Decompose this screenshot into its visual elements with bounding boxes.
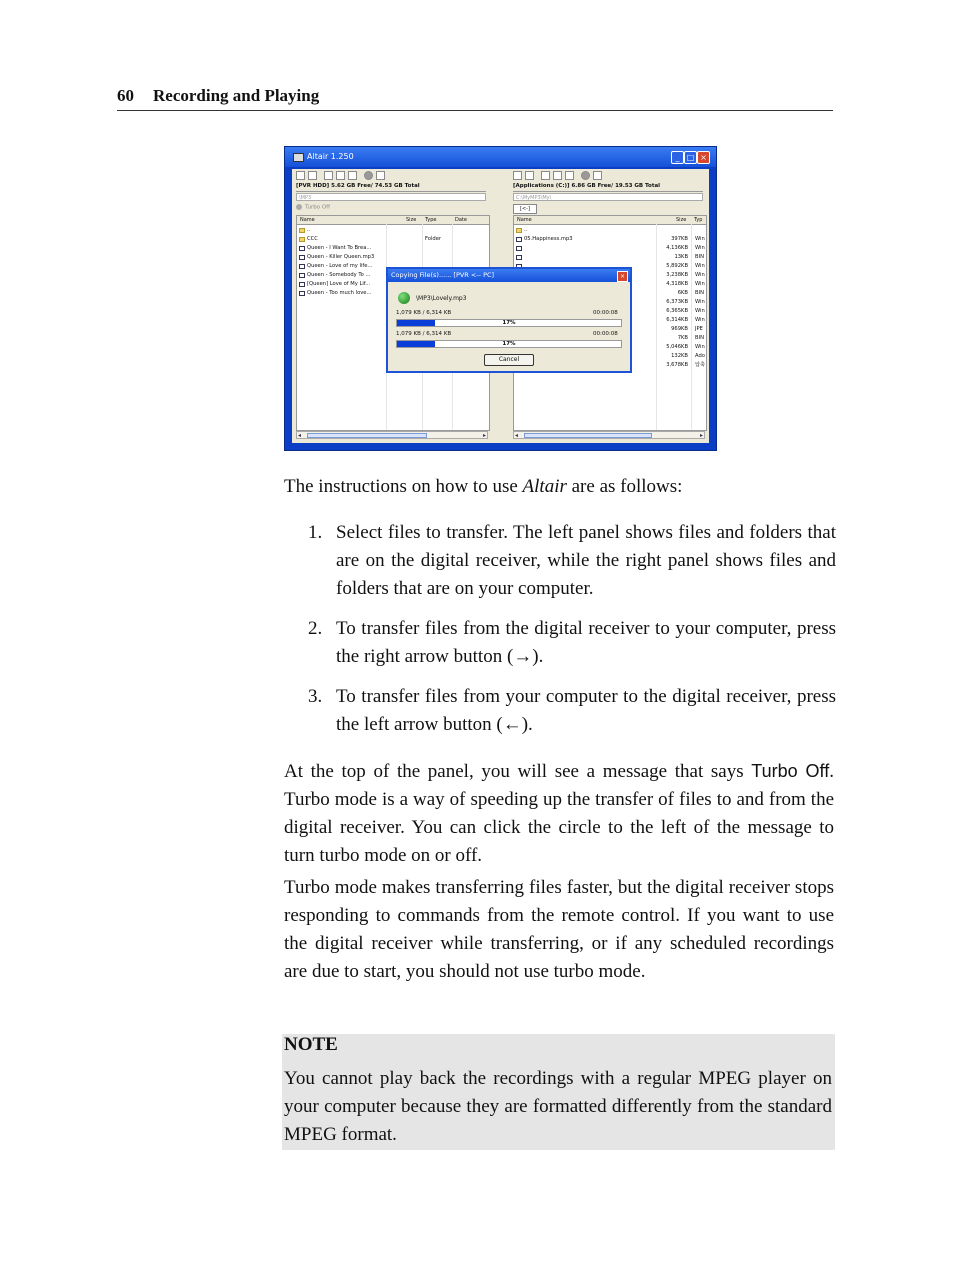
file-icon <box>299 273 305 278</box>
delete-icon[interactable] <box>581 171 590 180</box>
progress-text: 1,079 KB / 6,314 KB <box>396 310 452 316</box>
toolbar-button-icon[interactable] <box>553 171 562 180</box>
close-icon[interactable]: × <box>697 151 710 164</box>
col-size[interactable]: Size <box>406 217 417 223</box>
file-type: BIN <box>695 335 704 341</box>
toolbar-button-icon[interactable] <box>593 171 602 180</box>
toolbar-button-icon[interactable] <box>565 171 574 180</box>
file-size: 5,046KB <box>666 344 688 350</box>
turbo-toggle[interactable] <box>296 204 330 211</box>
file-size: 7KB <box>677 335 688 341</box>
turbo-label: Turbo Off <box>305 204 330 211</box>
col-date[interactable]: Date <box>455 217 467 223</box>
transfer-globe-icon <box>398 292 410 304</box>
step-text: Select files to transfer. The left panel shows files and folders that are on the digital receiver, while the right panel shows files and folders that are on your computer. <box>336 522 836 599</box>
minimize-icon[interactable]: _ <box>671 151 684 164</box>
file-icon <box>299 255 305 260</box>
col-name[interactable]: Name <box>300 217 315 223</box>
file-type: Win <box>695 299 705 305</box>
copying-file-name: \MP3\Lovely.mp3 <box>416 295 467 302</box>
pc-drive-info: [Applications (C:)] 6.86 GB Free/ 19.53 GB Total <box>513 183 661 189</box>
file-size: 13KB <box>674 254 688 260</box>
column-header <box>514 216 706 225</box>
folder-icon <box>516 228 522 233</box>
file-type: Win <box>695 308 705 314</box>
table-row[interactable] <box>297 253 489 262</box>
toolbar-button-icon[interactable] <box>376 171 385 180</box>
file-icon <box>299 264 305 269</box>
progress-time: 00:00:08 <box>593 310 618 316</box>
col-type[interactable]: Typ <box>694 217 703 223</box>
table-row[interactable] <box>297 235 489 244</box>
file-name: Queen - I Want To Brea... <box>307 245 372 251</box>
folder-icon <box>299 237 305 242</box>
file-type: Ado <box>695 353 705 359</box>
file-name: Queen - Love of my life... <box>307 263 373 269</box>
file-size: 132KB <box>671 353 688 359</box>
divider <box>513 191 703 192</box>
file-type: Win <box>695 263 705 269</box>
col-type[interactable]: Type <box>425 217 437 223</box>
table-row[interactable] <box>297 226 489 235</box>
dialog-close-icon[interactable]: × <box>617 271 628 282</box>
progress-text: 1,079 KB / 6,314 KB <box>396 331 452 337</box>
column-header <box>297 216 489 225</box>
file-icon <box>516 246 522 251</box>
step-number: 3. <box>308 686 323 707</box>
intro-paragraph: The instructions on how to use Altair are as follows: <box>284 476 683 497</box>
file-size: 4,136KB <box>666 245 688 251</box>
step-number: 1. <box>308 522 323 543</box>
file-size: 3,678KB <box>666 362 688 368</box>
file-type: Win <box>695 281 705 287</box>
toolbar-button-icon[interactable] <box>541 171 550 180</box>
file-icon <box>299 246 305 251</box>
scroll-thumb[interactable] <box>524 433 652 438</box>
parent-folder-button[interactable]: [<-] <box>513 204 537 214</box>
file-type: 압축 <box>695 362 706 368</box>
pvr-toolbar <box>294 171 491 181</box>
file-size: 5,892KB <box>666 263 688 269</box>
file-type: BIN <box>695 254 704 260</box>
file-name: CCC <box>307 236 318 242</box>
window-title: Altair 1.250 <box>307 152 354 161</box>
window-titlebar <box>285 147 716 167</box>
file-size: 4,318KB <box>666 281 688 287</box>
file-icon <box>299 291 305 296</box>
pc-path-field[interactable]: C:\MyMP3\My\ <box>513 193 703 201</box>
toolbar-button-icon[interactable] <box>336 171 345 180</box>
file-size: 397KB <box>671 236 688 242</box>
progress-bar <box>396 319 622 327</box>
app-icon <box>293 153 304 162</box>
page-number: 60 <box>117 86 134 105</box>
file-size: 6,314KB <box>666 317 688 323</box>
divider <box>296 191 486 192</box>
copy-dialog <box>386 267 632 373</box>
scroll-thumb[interactable] <box>307 433 427 438</box>
file-size: 6,365KB <box>666 308 688 314</box>
file-name: 05.Happiness.mp3 <box>524 236 573 242</box>
file-type: Win <box>695 317 705 323</box>
toolbar-button-icon[interactable] <box>308 171 317 180</box>
file-type: Folder <box>425 236 442 242</box>
horizontal-scrollbar[interactable] <box>296 431 488 439</box>
toolbar-button-icon[interactable] <box>348 171 357 180</box>
scroll-left-icon[interactable]: ◂ <box>298 432 302 439</box>
table-row[interactable] <box>514 235 706 244</box>
folder-icon <box>299 228 305 233</box>
pc-toolbar <box>511 171 708 181</box>
file-name: .. <box>307 227 311 233</box>
file-icon <box>516 255 522 260</box>
progress-bar <box>396 340 622 348</box>
file-name: .. <box>524 227 528 233</box>
dialog-title: Copying File(s)...... [PVR <-- PC] <box>391 271 495 279</box>
progress-time: 00:00:08 <box>593 331 618 337</box>
file-size: 6KB <box>677 290 688 296</box>
step-text: To transfer files from your computer to the digital receiver, press the left arrow button (←). <box>336 686 836 735</box>
col-size[interactable]: Size <box>676 217 687 223</box>
scroll-left-icon[interactable]: ◂ <box>515 432 519 439</box>
table-row[interactable] <box>514 253 706 262</box>
col-name[interactable]: Name <box>517 217 532 223</box>
page-header <box>117 86 833 111</box>
altair-screenshot <box>284 146 717 451</box>
dialog-titlebar <box>388 269 630 282</box>
toolbar-button-icon[interactable] <box>324 171 333 180</box>
scroll-right-icon[interactable]: ▸ <box>699 432 703 439</box>
file-type: Win <box>695 236 705 242</box>
note-title: NOTE <box>284 1034 338 1055</box>
file-icon <box>299 282 305 287</box>
file-size: 6,373KB <box>666 299 688 305</box>
maximize-icon[interactable]: □ <box>684 151 697 164</box>
progress-percent: 17% <box>502 341 516 347</box>
file-size: 969KB <box>671 326 688 332</box>
scroll-right-icon[interactable]: ▸ <box>482 432 486 439</box>
delete-icon[interactable] <box>364 171 373 180</box>
file-name: Queen - Somebody To ... <box>307 272 371 278</box>
note-box <box>282 1034 835 1150</box>
window-client <box>292 169 709 443</box>
pvr-path-field[interactable]: \MP3 <box>296 193 486 201</box>
turbo-circle-icon[interactable] <box>296 204 302 210</box>
cancel-button[interactable]: Cancel <box>484 354 534 366</box>
table-row[interactable] <box>297 244 489 253</box>
file-size: 3,238KB <box>666 272 688 278</box>
file-type: Win <box>695 272 705 278</box>
step-text: To transfer files from the digital receiver to your computer, press the right arrow button (→). <box>336 618 836 667</box>
file-type: BIN <box>695 290 704 296</box>
toolbar-button-icon[interactable] <box>513 171 522 180</box>
file-icon <box>516 237 522 242</box>
file-name: Queen - Too much love... <box>307 290 372 296</box>
toolbar-button-icon[interactable] <box>525 171 534 180</box>
turbo-warning-paragraph: Turbo mode makes transferring files faster, but the digital receiver stops responding to commands from the remote control. If you want to use the digital receiver while transferring, or if any scheduled recordings are due to start, you should not use turbo mode. <box>284 877 834 982</box>
file-type: JPE <box>695 326 703 332</box>
table-row[interactable] <box>514 244 706 253</box>
table-row[interactable] <box>514 226 706 235</box>
progress-percent: 17% <box>502 320 516 326</box>
section-title: Recording and Playing <box>153 86 320 105</box>
file-type: Win <box>695 344 705 350</box>
note-text: You cannot play back the recordings with a regular MPEG player on your computer because they are formatted differently from the standard MPEG format. <box>284 1068 832 1145</box>
file-name: [Queen] Love of My Lif... <box>307 281 371 287</box>
turbo-paragraph: At the top of the panel, you will see a message that says Turbo Off. Turbo mode is a way of speeding up the transfer of files to and from the digital receiver. You can click the circle to the left of the message to turn turbo mode on or off. <box>284 761 834 866</box>
file-type: Win <box>695 245 705 251</box>
horizontal-scrollbar[interactable] <box>513 431 705 439</box>
file-name: Queen - Killer Queen.mp3 <box>307 254 375 260</box>
pvr-drive-info: [PVR HDD] 5.62 GB Free/ 74.53 GB Total <box>296 183 420 189</box>
step-number: 2. <box>308 618 323 639</box>
toolbar-button-icon[interactable] <box>296 171 305 180</box>
